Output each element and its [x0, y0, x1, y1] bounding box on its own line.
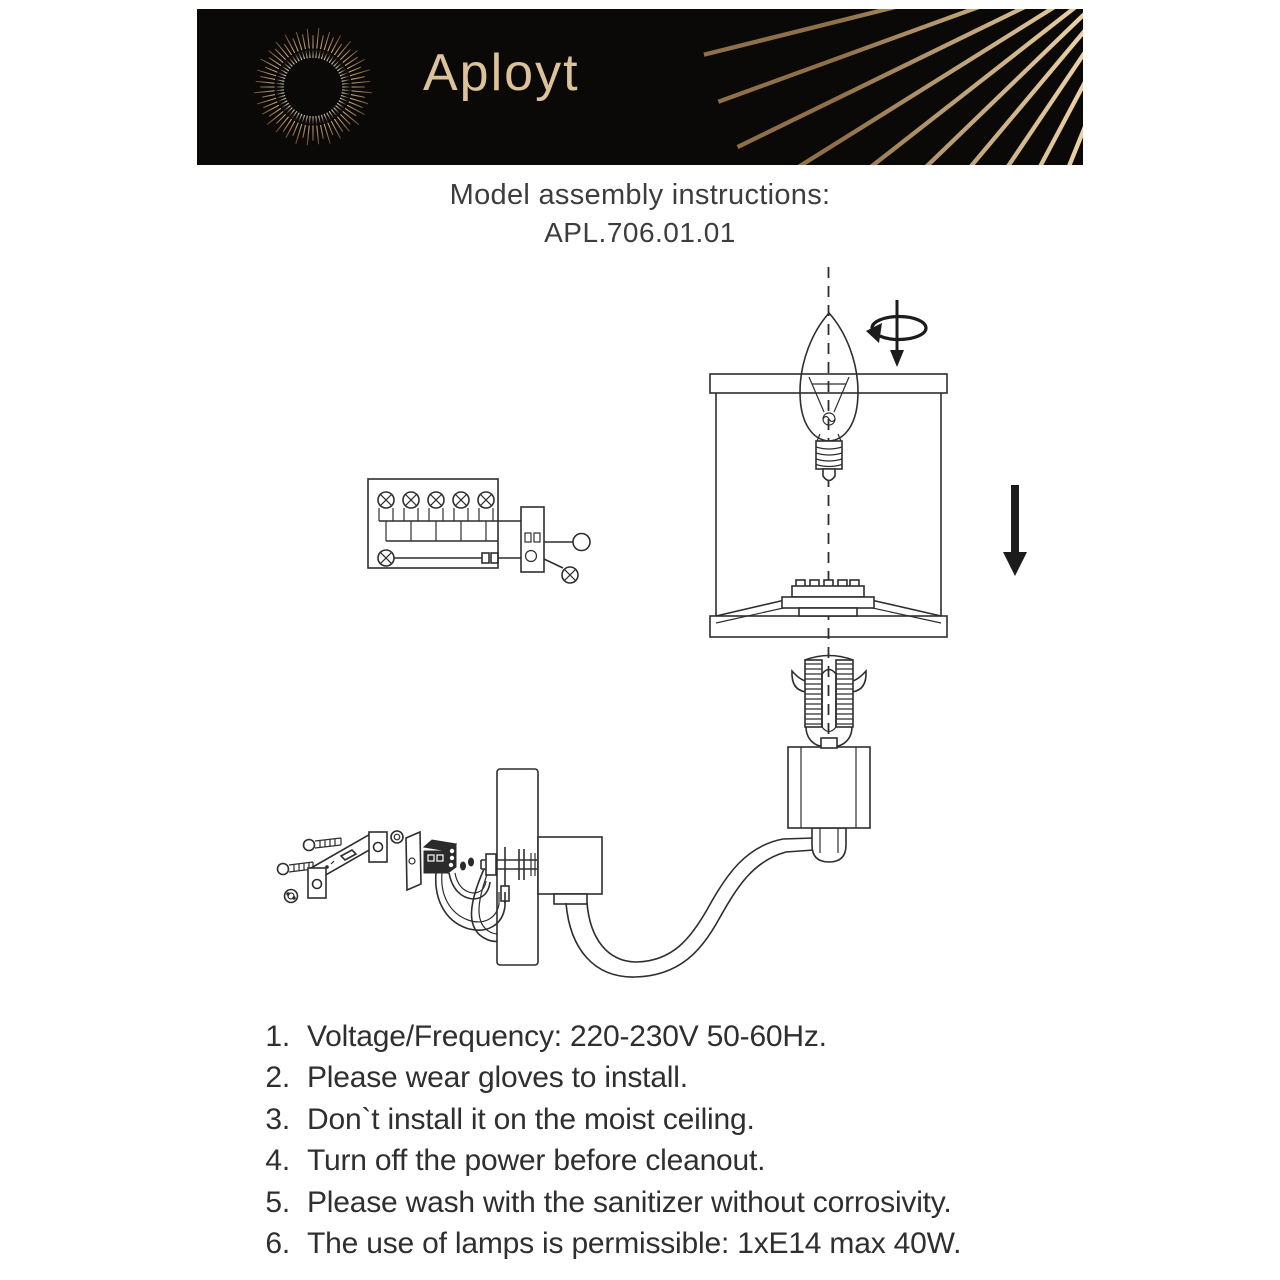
item-number: 6.: [265, 1227, 290, 1261]
shade-ring-fitting: [782, 580, 874, 616]
item-number: 2.: [265, 1061, 290, 1095]
item-text: Please wash with the sanitizer without corrosivity.: [307, 1185, 952, 1219]
page-title: Model assembly instructions:: [449, 179, 831, 211]
candle-bulb: [800, 313, 858, 481]
model-number: APL.706.01.01: [544, 217, 736, 248]
hex-nut: [486, 854, 496, 875]
item-number: 3.: [265, 1102, 290, 1136]
screw-head: [278, 864, 289, 875]
screw-head: [304, 840, 315, 851]
item-number: 4.: [265, 1144, 290, 1178]
item-text: The use of lamps is permissible: 1xE14 max 40W.: [307, 1227, 962, 1261]
down-arrow-icon: [1003, 485, 1027, 576]
rotation-arrow-icon: [866, 300, 926, 367]
instruction-item: [252, 1057, 961, 1098]
brand-name: Aployt: [423, 44, 580, 102]
cap-nut: [285, 890, 298, 903]
instruction-item: [252, 1223, 961, 1264]
item-text: Voltage/Frequency: 220-230V 50-60Hz.: [307, 1020, 827, 1053]
screw-head: [391, 831, 403, 843]
instruction-list: [252, 1016, 961, 1264]
item-text: Don`t install it on the moist ceiling.: [307, 1102, 755, 1136]
item-text: Please wear gloves to install.: [307, 1061, 688, 1095]
instruction-item: [252, 1099, 961, 1140]
instruction-item: [252, 1182, 961, 1223]
wall-plate: [471, 769, 602, 965]
instruction-item: [252, 1016, 961, 1057]
instruction-item: [252, 1140, 961, 1181]
item-number: 1.: [265, 1020, 290, 1053]
curved-arm: [566, 838, 814, 977]
wiring-schematic: [368, 479, 590, 583]
terminal-block: [424, 840, 456, 873]
backplate: [497, 769, 538, 965]
small-plate: [406, 832, 421, 890]
junction-box: [538, 837, 602, 894]
item-number: 5.: [265, 1185, 290, 1219]
item-text: Turn off the power before cleanout.: [307, 1144, 766, 1178]
